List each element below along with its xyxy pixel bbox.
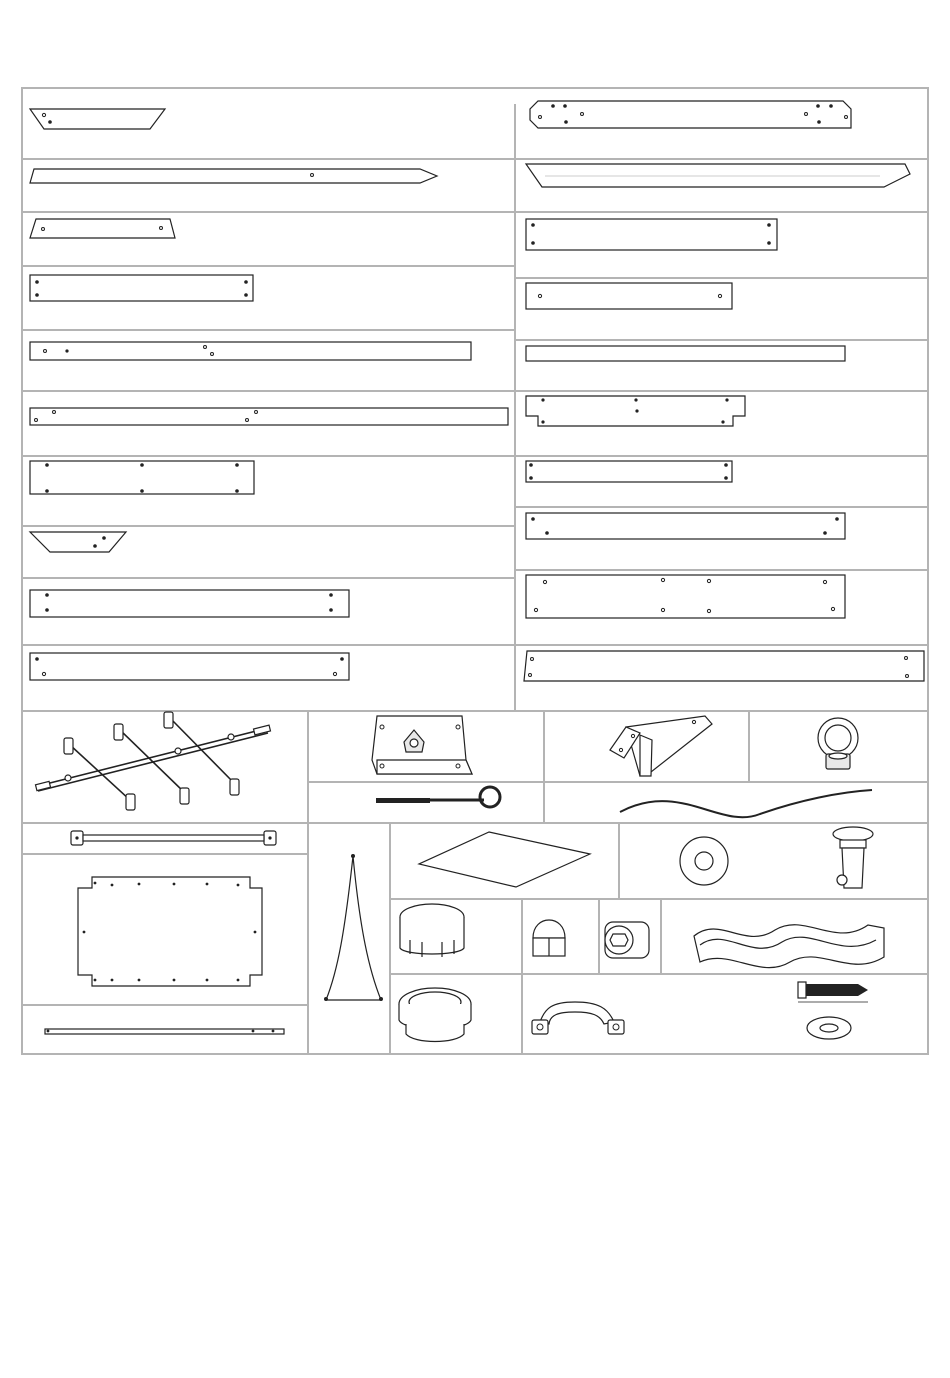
wavy-channel-icon (694, 925, 884, 968)
board-right-10 (524, 651, 924, 681)
l-bracket-icon (372, 716, 472, 774)
board-left-5 (30, 342, 471, 360)
flange-fitting-icon (833, 827, 873, 888)
board-left-4 (30, 275, 253, 301)
grab-handle-icon (532, 1002, 624, 1034)
end-cap-icon (400, 904, 464, 957)
board-right-1 (530, 101, 851, 128)
grommet-icon (399, 988, 471, 1042)
washer-icon (680, 837, 728, 885)
eye-hook-bolt-icon (376, 787, 500, 807)
board-left-2 (30, 169, 437, 183)
board-left-1 (30, 109, 165, 129)
board-right-5 (526, 346, 845, 361)
board-left-3 (30, 219, 175, 238)
board-left-7 (30, 461, 254, 494)
board-right-2 (526, 164, 910, 187)
angle-bracket-icon (610, 716, 712, 776)
wire-cable-icon (620, 790, 872, 817)
board-right-7 (526, 461, 732, 482)
board-left-9 (30, 590, 349, 617)
board-left-10 (30, 653, 349, 680)
flat-strip-icon (45, 1029, 284, 1034)
eye-nut-icon (818, 718, 858, 769)
handle-bar-icon (71, 831, 276, 845)
hex-socket-icon (605, 922, 649, 958)
triangle-sail-icon (324, 854, 383, 1001)
board-right-8 (526, 513, 845, 539)
dome-cap-nut-icon (533, 920, 565, 956)
board-right-4 (526, 283, 732, 309)
board-right-6 (526, 396, 745, 426)
board-right-9 (526, 575, 845, 618)
board-left-6 (30, 408, 508, 425)
board-left-8 (30, 532, 126, 552)
tarp-sheet-icon (419, 832, 590, 887)
bolt-with-washer-icon (798, 982, 868, 1039)
cable-ladder-assembly-icon (35, 712, 270, 810)
perforated-panel-icon (78, 877, 262, 986)
board-right-3 (526, 219, 777, 250)
